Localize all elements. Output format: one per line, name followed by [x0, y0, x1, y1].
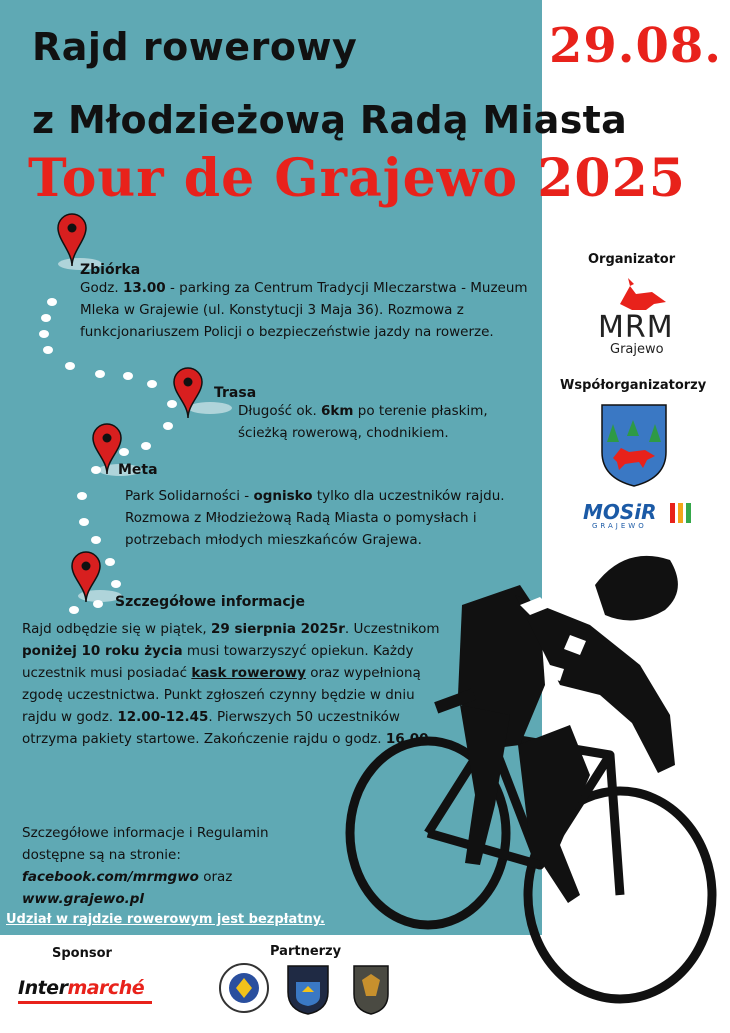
intermarche-logo: Intermarché [18, 977, 145, 999]
gathering-description: Godz. 13.00 - parking za Centrum Tradycji Mleczarstwa - Muzeum Mleka w Grajewie (ul. Konstytucji 3 Maja 36). Rozmowa z funkcjonariuszem Policji o bezpieczeństwie jazdy na rowerze. [80, 280, 528, 340]
free-participation-note: Udział w rajdzie rowerowym jest bezpłatny. [6, 912, 325, 927]
mosir-bars-icon [670, 503, 694, 523]
police-badge-icon [218, 962, 270, 1014]
title-line-1: Rajd rowerowy [32, 25, 358, 69]
route-description: Długość ok. 6km po terenie płaskim, ścieżką rowerową, chodnikiem. [238, 403, 488, 441]
city-crest-icon [599, 402, 669, 488]
partners-label: Partnerzy [270, 944, 342, 959]
links-block: Szczegółowe informacje i Regulamin dostępne są na stronie: facebook.com/mrmgwo oraz www.grajewo.pl [22, 825, 269, 907]
cyclist-illustration [340, 545, 730, 1033]
tour-title: Tour de Grajewo 2025 [28, 148, 686, 209]
army-badge-icon [352, 962, 390, 1016]
intermarche-underline [18, 1001, 152, 1004]
finish-description: Park Solidarności - ognisko tylko dla uczestników rajdu. Rozmowa z Młodzieżową Radą Miasta o pomysłach i potrzebach młodych mieszkańców Grajewa. [125, 488, 505, 548]
finish-heading: Meta [118, 462, 158, 478]
gathering-heading: Zbiórka [80, 262, 141, 278]
mosir-logo-subtitle: GRAJEWO [592, 522, 647, 530]
route-heading: Trasa [214, 385, 257, 401]
coorganizers-label: Współorganizatorzy [560, 378, 707, 393]
event-date: 29.08. [548, 18, 722, 74]
mosir-logo-text: MOSiR [583, 500, 657, 524]
details-description: Rajd odbędzie się w piątek, 29 sierpnia 2025r. Uczestnikom poniżej 10 roku życia musi towarzyszyć opiekun. Każdy uczestnik musi posiadać kask rowerowy oraz wypełnioną zgodę uczestnictwa. Punkt zgłoszeń czynny będzie w dniu rajdu w godz. 12.00-12.45. Pierwszych 50 uczestników otrzyma pakiety startowe. Zakończenie rajdu o godz. 16.00. [22, 621, 440, 747]
organizer-label: Organizator [588, 252, 676, 267]
mrm-logo-subtitle: Grajewo [610, 342, 664, 357]
details-heading: Szczegółowe informacje [115, 594, 305, 610]
website-link[interactable]: www.grajewo.pl [22, 891, 145, 907]
title-line-2: z Młodzieżową Radą Miasta [32, 98, 628, 142]
mrm-logo-text: MRM [598, 310, 674, 345]
facebook-link[interactable]: facebook.com/mrmgwo [22, 869, 199, 885]
fire-brigade-badge-icon [286, 962, 330, 1016]
sponsor-label: Sponsor [52, 946, 112, 961]
